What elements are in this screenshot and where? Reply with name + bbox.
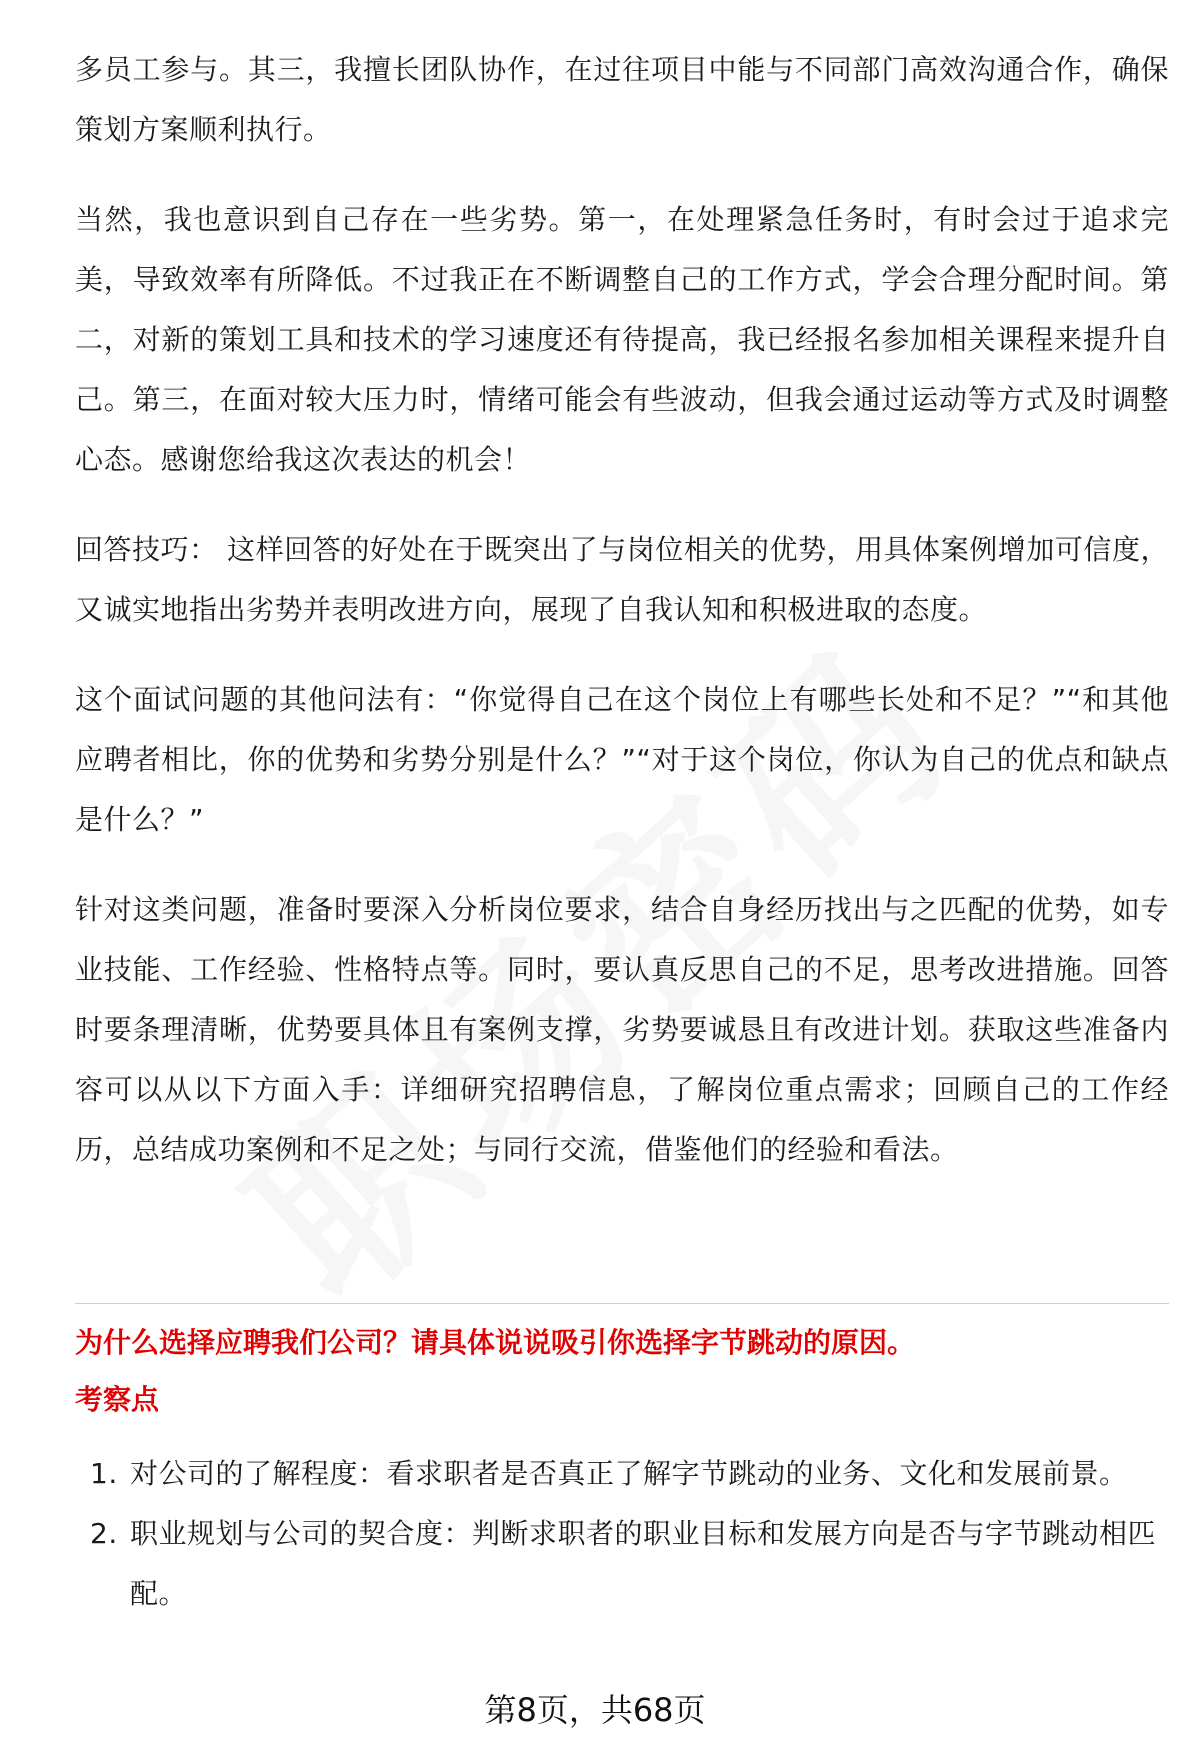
paragraph-strengths-end: 多员工参与。其三，我擅长团队协作，在过往项目中能与不同部门高效沟通合作，确保策划方案顺利执行。 — [75, 53, 1169, 146]
list-item-text: 职业规划与公司的契合度：判断求职者的职业目标和发展方向是否与字节跳动相匹配。 — [130, 1517, 1157, 1610]
list-item — [75, 1504, 1169, 1624]
body-text — [75, 40, 1169, 1180]
question-title: 为什么选择应聘我们公司？请具体说说吸引你选择字节跳动的原因。 — [75, 1326, 916, 1359]
question-subtitle: 考察点 — [75, 1383, 160, 1416]
list-item-text: 对公司的了解程度：看求职者是否真正了解字节跳动的业务、文化和发展前景。 — [130, 1457, 1128, 1490]
paragraph-preparation-advice: 针对这类问题，准备时要深入分析岗位要求，结合自身经历找出与之匹配的优势，如专业技能、工作经验、性格特点等。同时，要认真反思自己的不足，思考改进措施。回答时要条理清晰，优势要具体且有案例支撑，劣势要诚恳且有改进计划。获取这些准备内容可以从以下方面入手：详细研究招聘信息，了解岗位重点需求；回顾自己的工作经历，总结成功案例和不足之处；与同行交流，借鉴他们的经验和看法。 — [75, 893, 1169, 1166]
list-item-number: 2. — [90, 1517, 118, 1550]
list-item — [75, 1444, 1169, 1504]
paragraph-weaknesses: 当然，我也意识到自己存在一些劣势。第一，在处理紧急任务时，有时会过于追求完美，导致效率有所降低。不过我正在不断调整自己的工作方式，学会合理分配时间。第二，对新的策划工具和技术的学习速度还有待提高，我已经报名参加相关课程来提升自己。第三，在面对较大压力时，情绪可能会有些波动，但我会通过运动等方式及时调整心态。感谢您给我这次表达的机会！ — [75, 203, 1169, 476]
section-divider — [75, 1303, 1169, 1304]
page-number: 第8页，共68页 — [484, 1691, 706, 1729]
list-item-number: 1. — [90, 1457, 118, 1490]
assessment-points-list — [75, 1444, 1169, 1624]
paragraph-answer-tips: 回答技巧： 这样回答的好处在于既突出了与岗位相关的优势，用具体案例增加可信度，又诚实地指出劣势并表明改进方向，展现了自我认知和积极进取的态度。 — [75, 533, 1169, 626]
paragraph-alternative-questions: 这个面试问题的其他问法有：“你觉得自己在这个岗位上有哪些长处和不足？”“和其他应聘者相比，你的优势和劣势分别是什么？”“对于这个岗位，你认为自己的优点和缺点是什么？” — [75, 683, 1169, 836]
